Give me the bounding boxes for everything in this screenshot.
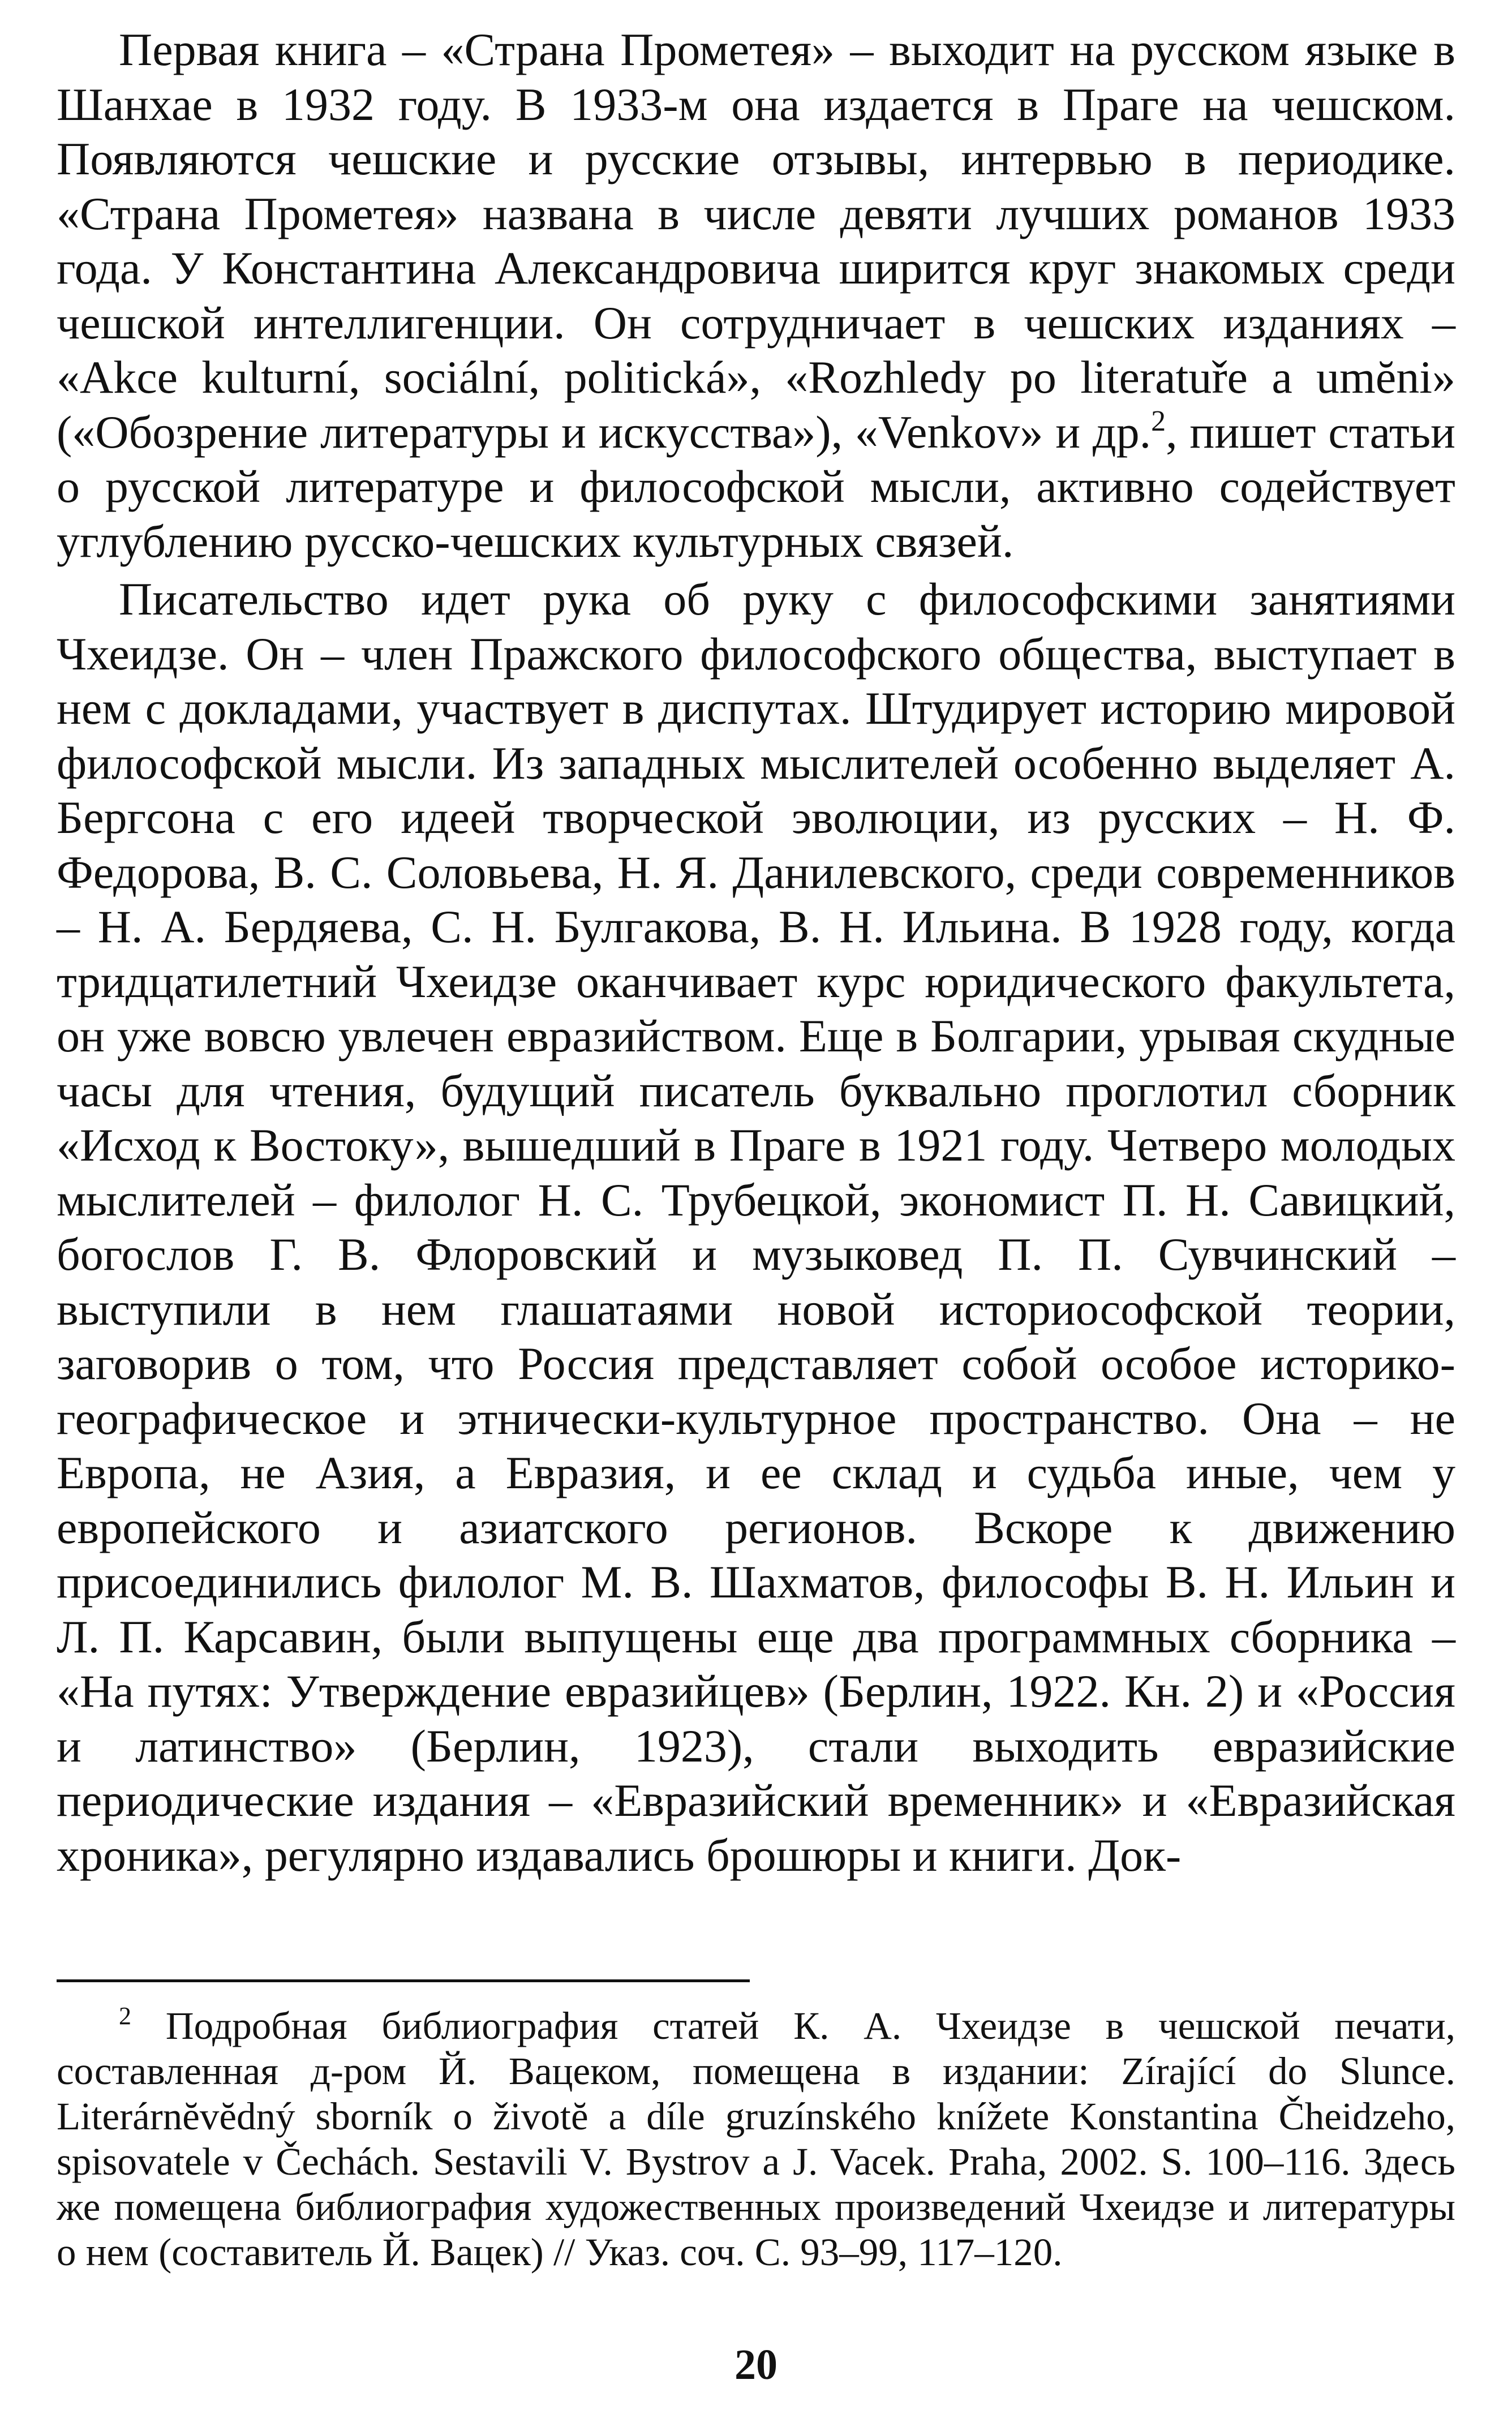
paragraph-1-text-before-ref: Первая книга – «Страна Прометея» – выходит на русском языке в Шанхае в 1932 году. В 1933-м она издается в Праге на чешском. Появляются чешские и русские отзывы, интервью в периодике. «Страна Прометея» названа в числе девяти лучших романов 1933 года. У Константина Александровича ширится круг знакомых среди чешской интеллигенции. Он сотрудничает в чешских изданиях – «Akce kulturní, sociální, politická», «Rozhledy po literatuře a umĕni» («Обозрение литературы и искусства»), «Venkov» и др. [57,24,1455,458]
paragraph-2-text: Писательство идет рука об руку с философскими занятиями Чхеидзе. Он – член Пражского философского общества, выступает в нем с докладами, участвует в диспутах. Штудирует историю мировой философской мысли. Из западных мыслителей особенно выделяет А. Бергсона с его идеей творческой эволюции, из русских – Н. Ф. Федорова, В. С. Соловьева, Н. Я. Данилевского, среди современников – Н. А. Бердяева, С. Н. Булгакова, В. Н. Ильина. В 1928 году, когда тридцатилетний Чхеидзе оканчивает курс юридического факультета, он уже вовсю увлечен евразийством. Еще в Болгарии, урывая скудные часы для чтения, будущий писатель буквально проглотил сборник «Исход к Востоку», вышедший в Праге в 1921 году. Четверо молодых мыслителей – филолог Н. С. Трубецкой, экономист П. Н. Савицкий, богослов Г. В. Флоровский и музыковед П. П. Сувчинский – выступили в нем глашатаями новой историософской теории, заговорив о том, что Россия представляет собой особое историко-географическое и этнически-культурное пространство. Она – не Европа, не Азия, а Евразия, и ее склад и судьба иные, чем у европейского и азиатского регионов. Вскоре к движению присоединились филолог М. В. Шахматов, философы В. Н. Ильин и Л. П. Карсавин, были выпущены еще два программных сборника – «На путях: Утверждение евразийцев» (Берлин, 1922. Кн. 2) и «Россия и латинство» (Берлин, 1923), стали выходить евразийские периодические издания – «Евразийский временник» и «Евразийская хроника», регулярно издавались брошюры и книги. Док- [57,573,1455,1881]
footnote-text: Подробная библиография статей К. А. Чхеидзе в чешской печати, составленная д-ром Й. Вацеком, помещена в издании: Zírající do Slunce. Literárnĕvĕdný sborník o životĕ a díle gruzínského knížete Konstantina Čheidzeho, spisovatele v Čechách. Sestavili V. Bystrov a J. Vacek. Praha, 2002. S. 100–116. Здесь же помещена библиография художественных произведений Чхеидзе и литературы о нем (составитель Й. Вацек) // Указ. соч. С. 93–99, 117–120. [57,2004,1455,2274]
page-number: 20 [734,2341,778,2389]
page-body [57,23,1455,1883]
footnote-divider [57,1979,750,1982]
footnote-reference[interactable]: 2 [1151,405,1166,437]
footnote [57,2003,1455,2275]
paragraph-2 [57,572,1455,1883]
footnote-mark: 2 [119,2002,131,2030]
main-text [57,23,1455,1883]
paragraph-1 [57,23,1455,569]
paragraph-1-text-after-ref: , пишет статьи о русской литературе и философской мысли, активно содействует углублению русско-чешских культурных связей. [57,406,1455,567]
